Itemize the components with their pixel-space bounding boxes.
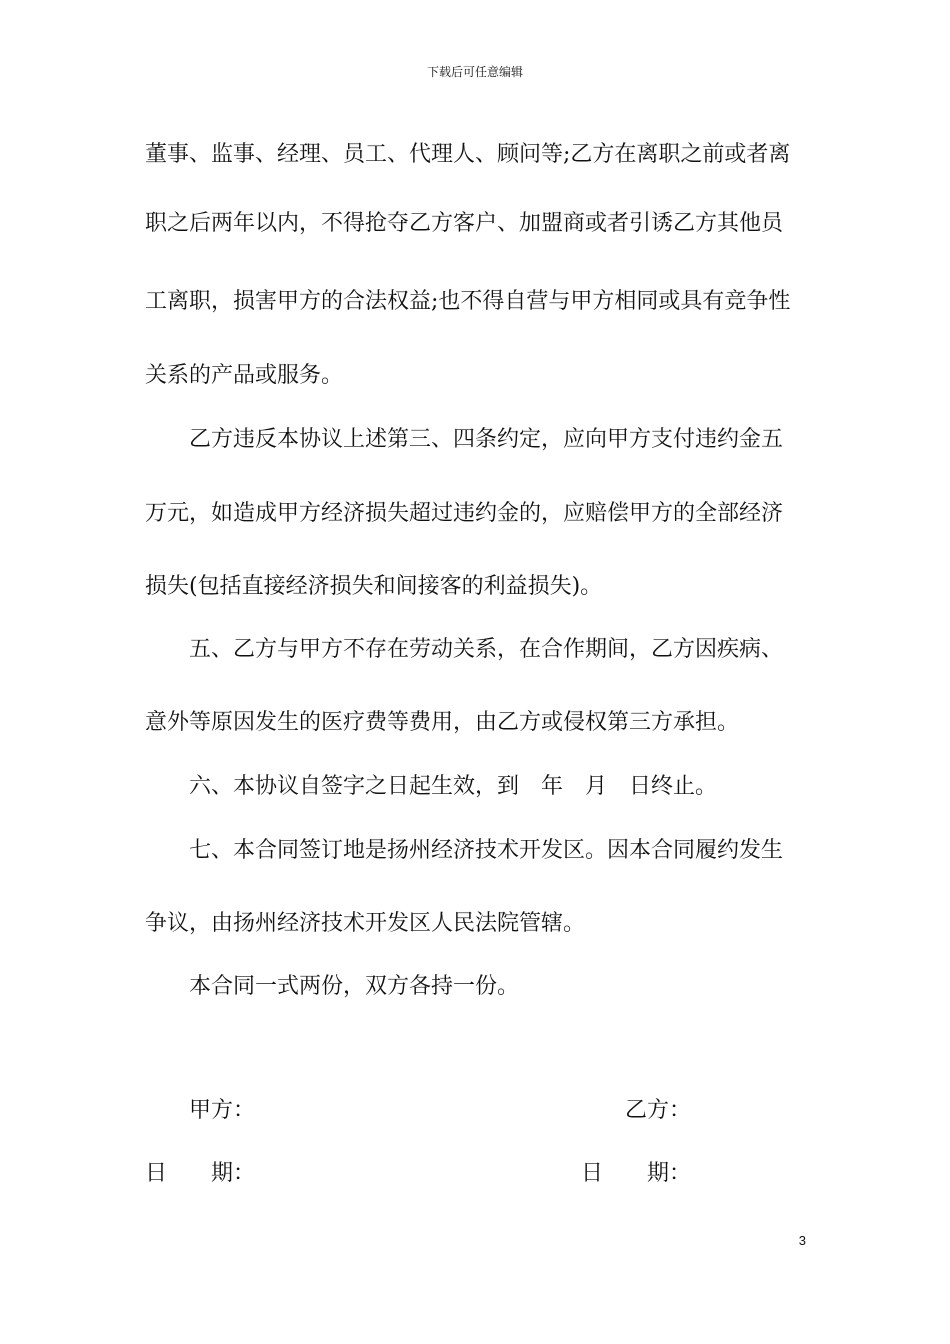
party-b-label: 乙方：: [625, 1098, 692, 1123]
date-b-label: 日 期：: [581, 1161, 692, 1186]
paragraph-line: 五、乙方与甲方不存在劳动关系，在合作期间，乙方因疾病、: [189, 637, 784, 662]
page-header: 下载后可任意编辑: [426, 65, 523, 79]
page-number: 3: [798, 1233, 806, 1248]
paragraph-line: 损失(包括直接经济损失和间接客的利益损失)。: [145, 574, 603, 599]
paragraph-line: 职之后两年以内，不得抢夺乙方客户、加盟商或者引诱乙方其他员: [145, 211, 784, 236]
paragraph-line: 乙方违反本协议上述第三、四条约定，应向甲方支付违约金五: [189, 427, 784, 452]
paragraph-line: 万元，如造成甲方经济损失超过违约金的，应赔偿甲方的全部经济: [145, 501, 784, 526]
paragraph-line: 董事、监事、经理、员工、代理人、顾问等;乙方在离职之前或者离: [145, 142, 791, 167]
paragraph-line: 本合同一式两份，双方各持一份。: [189, 974, 520, 999]
paragraph-line: 关系的产品或服务。: [145, 363, 344, 388]
date-a-label: 日 期：: [145, 1161, 256, 1186]
paragraph-line: 七、本合同签订地是扬州经济技术开发区。因本合同履约发生: [189, 838, 784, 863]
paragraph-line: 工离职，损害甲方的合法权益;也不得自营与甲方相同或具有竞争性: [145, 289, 791, 314]
paragraph-line: 意外等原因发生的医疗费等费用，由乙方或侵权第三方承担。: [145, 710, 740, 735]
paragraph-line: 六、本协议自签字之日起生效，到 年 月 日终止。: [189, 774, 718, 799]
paragraph-line: 争议，由扬州经济技术开发区人民法院管辖。: [145, 911, 586, 936]
party-a-label: 甲方：: [189, 1098, 256, 1123]
